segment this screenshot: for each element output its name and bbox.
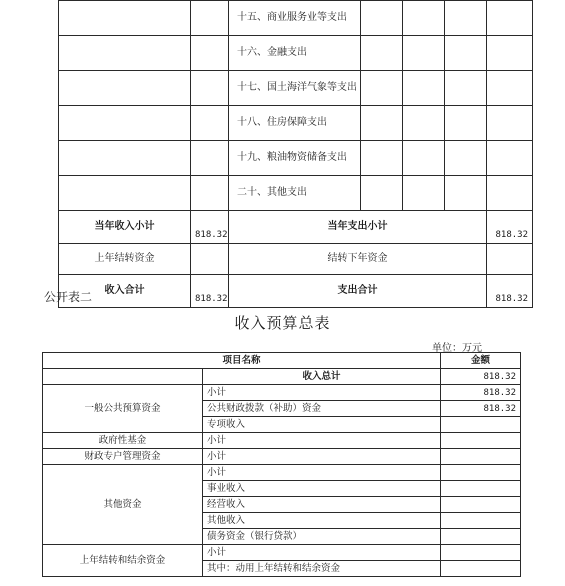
item-label: 债务资金（银行贷款）: [203, 529, 441, 545]
table-row: [43, 449, 521, 465]
item-label: 其中：动用上年结转和结余资金: [203, 561, 441, 577]
item-label: 公共财政拨款（补助）资金: [203, 401, 441, 417]
item-label: 小计: [203, 545, 441, 561]
total-row: [59, 275, 533, 308]
item-label: 小计: [203, 433, 441, 449]
header-item-name: 项目名称: [43, 353, 441, 369]
prior-balance-label: 上年结转资金: [59, 244, 191, 275]
table-header-row: [43, 353, 521, 369]
item-value: 818.32: [441, 401, 521, 417]
category-label: 财政专户管理资金: [43, 449, 203, 465]
table-row: [59, 36, 533, 71]
table-row: [43, 385, 521, 401]
item-value: 818.32: [441, 385, 521, 401]
income-subtotal-label: 当年收入小计: [59, 211, 191, 244]
category-label: 其他资金: [43, 465, 203, 545]
total-label: 收入总计: [203, 369, 441, 385]
carry-forward-label: 结转下年资金: [229, 244, 487, 275]
attachment-label: 公开表二: [44, 290, 93, 304]
expense-item-label: 十六、金融支出: [229, 36, 361, 71]
expense-subtotal-value: 818.32: [487, 211, 533, 244]
item-label: 小计: [203, 385, 441, 401]
table-row: [43, 545, 521, 561]
expense-item-label: 十九、粮油物资储备支出: [229, 141, 361, 176]
header-amount: 金额: [441, 353, 521, 369]
budget-income-table: [42, 352, 521, 577]
table-row: [43, 369, 521, 385]
item-label: 小计: [203, 465, 441, 481]
page-title: 收入预算总表: [234, 314, 331, 332]
expense-summary-table: [58, 0, 533, 308]
expense-total-value: 818.32: [487, 275, 533, 308]
expense-item-label: 二十、其他支出: [229, 176, 361, 211]
table-row: [59, 141, 533, 176]
table-row: [59, 71, 533, 106]
category-label: 政府性基金: [43, 433, 203, 449]
total-value: 818.32: [441, 369, 521, 385]
category-label: 一般公共预算资金: [43, 385, 203, 433]
item-value: [441, 417, 521, 433]
item-label: 其他收入: [203, 513, 441, 529]
income-subtotal-value: 818.32: [191, 211, 229, 244]
item-label: 专项收入: [203, 417, 441, 433]
table-row: [43, 465, 521, 481]
subtotal-row: [59, 211, 533, 244]
unit-label: 单位：万元: [432, 343, 482, 354]
expense-item-label: 十八、住房保障支出: [229, 106, 361, 141]
expense-subtotal-label: 当年支出小计: [229, 211, 487, 244]
table-row: [43, 433, 521, 449]
income-total-label: 收入合计: [59, 275, 191, 308]
balance-row: [59, 244, 533, 275]
table-row: [59, 176, 533, 211]
expense-total-label: 支出合计: [229, 275, 487, 308]
expense-item-label: 十七、国土海洋气象等支出: [229, 71, 361, 106]
item-label: 事业收入: [203, 481, 441, 497]
table-row: [59, 1, 533, 36]
income-total-value: 818.32: [191, 275, 229, 308]
item-label: 小计: [203, 449, 441, 465]
expense-item-label: 十五、商业服务业等支出: [229, 1, 361, 36]
category-label: 上年结转和结余资金: [43, 545, 203, 577]
table-row: [59, 106, 533, 141]
item-label: 经营收入: [203, 497, 441, 513]
